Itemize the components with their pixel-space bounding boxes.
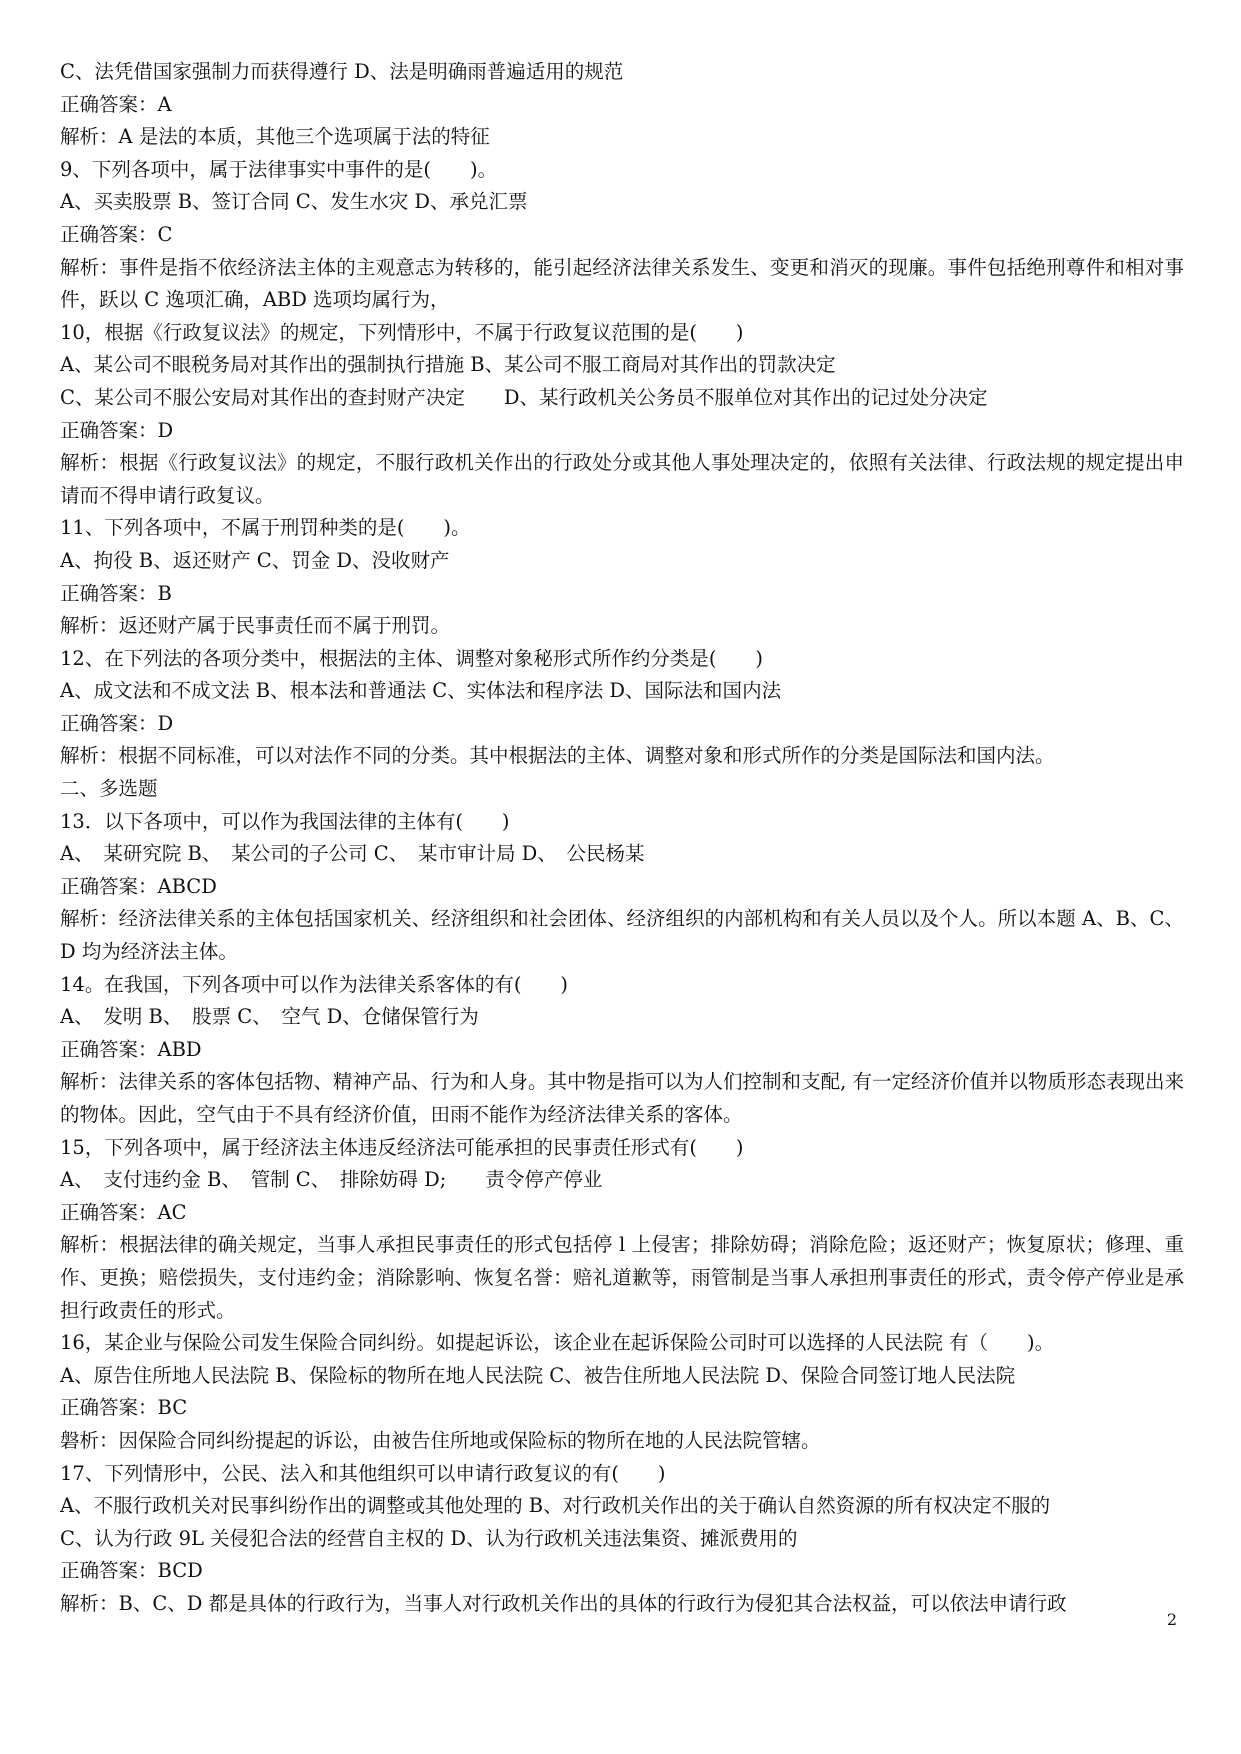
section-heading: 二、多选题 (60, 777, 158, 801)
options-line: A、某公司不眼税务局对其作出的强制执行措施 B、某公司不服工商局对其作出的罚款决定 (60, 353, 836, 377)
answer-line: 正确答案：ABCD (60, 874, 217, 898)
answer-line: 正确答案：BC (60, 1396, 188, 1420)
analysis-paragraph: 解析：事件是指不依经济法主体的主观意志为转移的，能引起经济法律关系发生、变更和消灭的现廉。事件包括绝刑尊件和相对事件，跃以 C 逸项汇确，ABD 选项均属行为， (60, 255, 1184, 312)
question-17: 17、下列情形中，公民、法入和其他组织可以申请行政复议的有( ) (60, 1461, 666, 1485)
analysis-line: 解析：A 是法的本质，其他三个选项属于法的特征 (60, 125, 490, 149)
analysis-line: 磐析：因保险合同纠纷提起的诉讼，由被告住所地或保险标的物所在地的人民法院管辖。 (60, 1428, 821, 1452)
options-line: C、认为行政 9L 关侵犯合法的经营自主权的 D、认为行政机关违法集资、摊派费用的 (60, 1526, 798, 1550)
answer-line: 正确答案：A (60, 92, 172, 116)
analysis-paragraph: 解析：经济法律关系的主体包括国家机关、经济组织和社会团体、经济组织的内部机构和有关人员以及个人。所以本题 A、B、C、D 均为经济法主体。 (60, 907, 1184, 964)
answer-line: 正确答案：BCD (60, 1559, 203, 1583)
question-12: 12、在下列法的各项分类中，根据法的主体、调整对象秘形式所作约分类是( ) (60, 646, 764, 670)
answer-line: 正确答案：D (60, 418, 174, 442)
options-line: A、不服行政机关对民事纠纷作出的调整或其他处理的 B、对行政机关作出的关于确认自然资源的所有权决定不服的 (60, 1494, 1051, 1518)
options-line: A、成文法和不成文法 B、根本法和普通法 C、实体法和程序法 D、国际法和国内法 (60, 679, 782, 703)
question-15: 15，下列各项中，属于经济法主体违反经济法可能承担的民事责任形式有( ) (60, 1135, 744, 1159)
answer-line: 正确答案：ABD (60, 1037, 202, 1061)
options-line: A、拘役 B、返还财产 C、罚金 D、没收财产 (60, 548, 450, 572)
options-line: A、买卖股票 B、签订合同 C、发生水灾 D、承兑汇票 (60, 190, 528, 214)
answer-line: 正确答案：AC (60, 1200, 187, 1224)
analysis-line: 解析：根据不同标准，可以对法作不同的分类。其中根据法的主体、调整对象和形式所作的分类是国际法和国内法。 (60, 744, 1055, 768)
analysis-paragraph: 解析：法律关系的客体包括物、精神产品、行为和人身。其中物是指可以为人们控制和支配, 有一定经济价值并以物质形态表现出来的物体。因此，空气由于不具有经济价值，田雨不能作为经济法律关系的客体。 (60, 1070, 1184, 1126)
question-10: 10，根据《行政复议法》的规定，下列情形中，不属于行政复议范围的是( ) (60, 320, 744, 344)
answer-line: 正确答案：C (60, 222, 173, 246)
question-14: 14。在我国，下列各项中可以作为法律关系客体的有( ) (60, 972, 569, 996)
options-line: A、 发明 B、 股票 C、 空气 D、仓储保管行为 (60, 1005, 479, 1029)
analysis-paragraph: 解析：根据《行政复议法》的规定，不服行政机关作出的行政处分或其他人事处理决定的，依照有关法律、行政法规的规定提出申请而不得申请行政复议。 (60, 451, 1184, 507)
options-line: A、 支付违约金 B、 管制 C、 排除妨碍 D; 责令停产停业 (60, 1168, 603, 1192)
analysis-paragraph: 解析：根据法律的确关规定，当事人承担民事责任的形式包括停 l 上侵害；排除妨碍；消除危险；返还财产；恢复原状；修理、重作、更换；赔偿损失，支付违约金；消除影响、恢复名誉：赔礼道歉等，雨管制是当事人承担刑事责任的形式，责令停产停业是承担行政责任的形式。 (60, 1233, 1184, 1322)
analysis-line: 解析：B、C、D 都是具体的行政行为，当事人对行政机关作出的具体的行政行为侵犯其合法权益，可以依法申请行政 (60, 1591, 1067, 1615)
analysis-line: 解析：返还财产属于民事责任而不属于刑罚。 (60, 614, 451, 638)
question-11: 11、下列各项中，不属于刑罚种类的是( )。 (60, 516, 471, 540)
question-9: 9、下列各项中，属于法律事实中事件的是( )。 (60, 157, 498, 181)
question-16: 16，某企业与保险公司发生保险合同纠纷。如提起诉讼，该企业在起诉保险公司时可以选择的人民法院 有（ )。 (60, 1331, 1055, 1355)
options-line: A、原告住所地人民法院 B、保险标的物所在地人民法院 C、被告住所地人民法院 D、保险合同签订地人民法院 (60, 1363, 1016, 1387)
question-13: 13．以下各项中，可以作为我国法律的主体有( ) (60, 809, 510, 833)
options-line: A、 某研究院 B、 某公司的子公司 C、 某市审计局 D、 公民杨某 (60, 842, 645, 866)
text-line: C、法凭借国家强制力而获得遵行 D、法是明确雨普遍适用的规范 (60, 60, 624, 83)
page-number: 2 (1166, 1610, 1177, 1629)
document-body (60, 56, 1184, 1621)
answer-line: 正确答案：D (60, 711, 174, 735)
answer-line: 正确答案：B (60, 581, 172, 605)
options-line: C、某公司不服公安局对其作出的查封财产决定 D、某行政机关公务员不服单位对其作出的记过处分决定 (60, 385, 988, 409)
